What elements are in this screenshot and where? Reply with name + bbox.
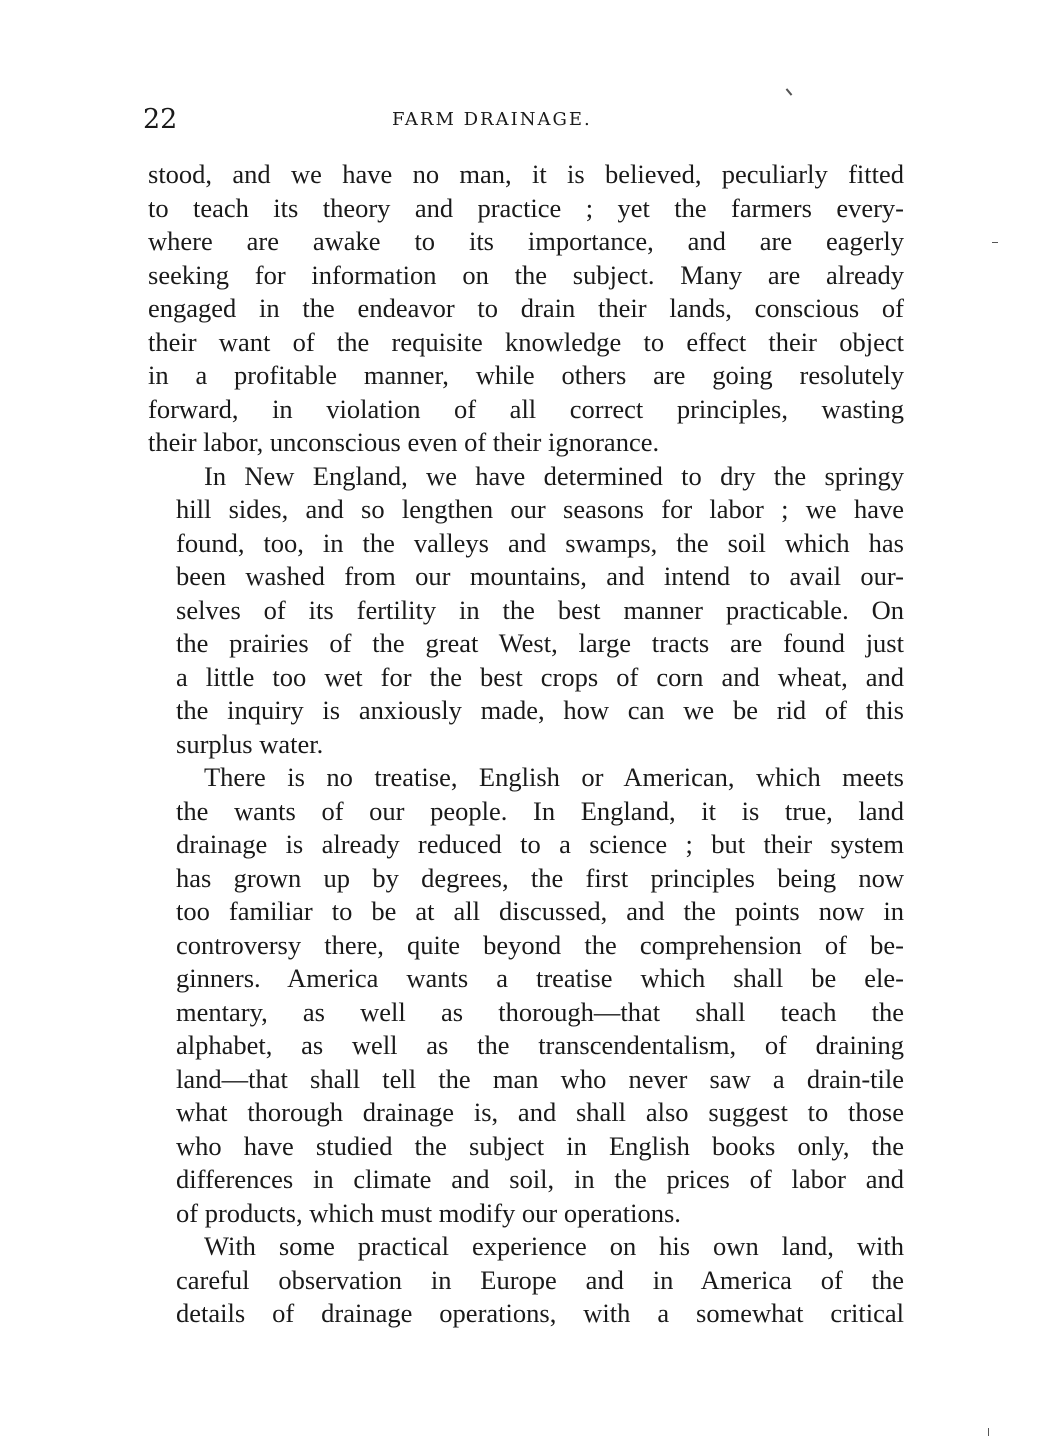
text-line: alphabet, as well as the transcendentalism, of draining	[176, 1030, 904, 1060]
text-line: controversy there, quite beyond the comprehension of be-	[176, 929, 904, 960]
text-line: seeking for information on the subject. Many are already	[148, 259, 904, 290]
paragraph	[148, 158, 904, 460]
text-line: of products, which must modify our operations.	[176, 1197, 681, 1228]
text-line: drainage is already reduced to a science ; but their system	[176, 829, 904, 859]
text-line: their want of the requisite knowledge to effect their object	[148, 326, 904, 357]
text-line: has grown up by degrees, the first principles being now	[176, 862, 904, 893]
text-line: With some practical experience on his own land, with	[204, 1231, 904, 1261]
text-line: hill sides, and so lengthen our seasons for labor ; we have	[176, 494, 904, 524]
text-line: the inquiry is anxiously made, how can we be rid of this	[176, 695, 904, 725]
paragraph	[148, 460, 904, 762]
text-line: the wants of our people. In England, it is true, land	[176, 795, 904, 826]
text-line: ginners. America wants a treatise which shall be ele-	[176, 963, 904, 993]
text-line: forward, in violation of all correct principles, wasting	[148, 393, 904, 424]
text-line: where are awake to its importance, and are eagerly	[148, 226, 904, 256]
text-line: a little too wet for the best crops of corn and wheat, and	[176, 661, 904, 692]
text-line: been washed from our mountains, and intend to avail our-	[176, 561, 904, 591]
text-line: land—that shall tell the man who never saw a drain-tile	[176, 1063, 904, 1094]
text-line: There is no treatise, English or American, which meets	[204, 762, 904, 792]
body-text	[148, 158, 904, 1331]
text-line: in a profitable manner, while others are going resolutely	[148, 360, 904, 390]
text-line: what thorough drainage is, and shall also suggest to those	[176, 1097, 904, 1127]
paragraph	[148, 761, 904, 1230]
text-line: the prairies of the great West, large tracts are found just	[176, 628, 904, 658]
text-line: found, too, in the valleys and swamps, the soil which has	[176, 527, 904, 558]
stray-mark	[786, 88, 793, 95]
text-line: engaged in the endeavor to drain their lands, conscious of	[148, 293, 904, 323]
text-line: surplus water.	[176, 728, 324, 759]
text-line: selves of its fertility in the best manner practicable. On	[176, 594, 904, 625]
text-line: careful observation in Europe and in America of the	[176, 1264, 904, 1295]
text-line: who have studied the subject in English books only, the	[176, 1130, 904, 1161]
text-line: their labor, unconscious even of their ignorance.	[148, 427, 660, 457]
text-line: to teach its theory and practice ; yet the farmers every-	[148, 192, 904, 223]
text-line: stood, and we have no man, it is believed, peculiarly fitted	[148, 159, 904, 189]
text-line: differences in climate and soil, in the prices of labor and	[176, 1164, 904, 1194]
page-number: 22	[143, 104, 178, 135]
running-head: FARM DRAINAGE.	[392, 109, 592, 130]
text-line: In New England, we have determined to dry the springy	[204, 460, 904, 491]
text-line: mentary, as well as thorough—that shall teach the	[176, 996, 904, 1027]
paragraph	[148, 1230, 904, 1331]
text-line: details of drainage operations, with a somewhat critical	[176, 1298, 904, 1328]
text-line: too familiar to be at all discussed, and the points now in	[176, 896, 904, 926]
stray-mark	[988, 1428, 989, 1436]
stray-mark	[992, 242, 998, 243]
